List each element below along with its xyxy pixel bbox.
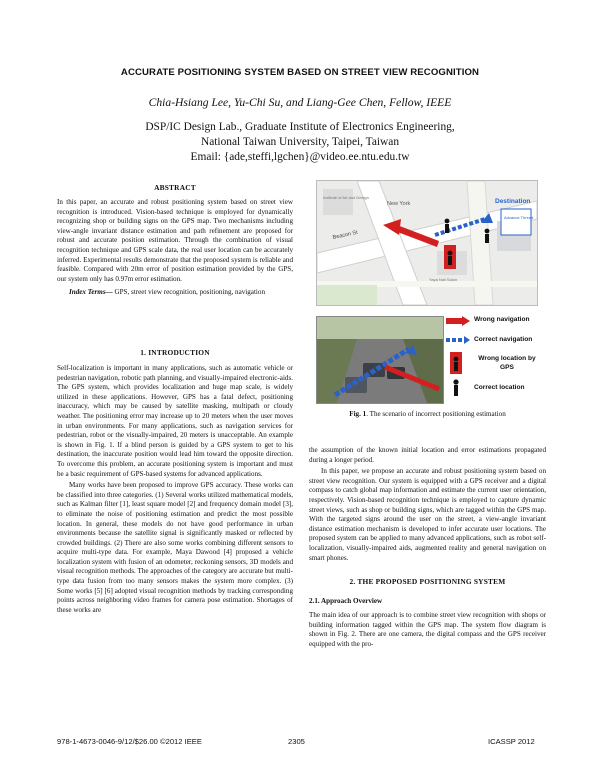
legend-wrong-location: Wrong location by GPS [478, 355, 536, 371]
legend-markers [446, 316, 470, 408]
right-paragraph-1: the assumption of the known initial location and error estimations propagated during a longer period. [309, 446, 546, 464]
intro-paragraph-2: Many works have been proposed to improve GPS accuracy. These works can be classified into three categories. (1) Several works utilized mathematical models, such as Kalman filter [1], least square model [2] and frequency domain model [3], to eliminate the noise of positioning estimation and predict the most possible location. In general, these models do not have good performance in urban environments because the satellite signal is significantly masked or reflected by crowded buildings. (2) There are also some works combining different sensors to acquire multi-type data. For example, Maya Dawood [4] proposed a vehicle localization system with fusion of an odometer, reckoning sensors, 3D models and visual recognition methods. The approaches of the category are accurate but multi-type data fusion from too many sensors makes the system more complex. (3) Some works [5] [6] adopted visual recognition methods by tracking corresponding points across neighboring video frames for camera pose estimation. Shortages of these works are [57, 481, 293, 614]
destination-label: Destination [495, 198, 531, 205]
map-street-label-2: Beacon St [332, 229, 359, 241]
footer-conference: ICASSP 2012 [488, 737, 535, 746]
legend-correct-navigation: Correct navigation [474, 336, 533, 343]
paper-title: ACCURATE POSITIONING SYSTEM BASED ON STREET VIEW RECOGNITION [120, 67, 480, 78]
index-terms-label: Index Terms— [69, 288, 113, 297]
right-paragraph-2: In this paper, we propose an accurate and robust positioning system based on street view recognition. Our system is equipped with a GPS receiver and a digital compass to catch global map information and estimate the current user orientation, respectively. Vision-based recognition technique is employed to capture dynamic street views, such as shop or building signs, which are tagged within the GPS map. With the targeted signs around the user on the street, a view-angle invariant distance estimation mechanism is developed to infer accurate user locations. The proposed system can be applied to many advanced applications, such as robot self-localization, visually-impaired aids, augmented reality and general navigation on smart phones. [309, 467, 546, 562]
right-column-text [309, 446, 546, 650]
affiliation-line-2: National Taiwan University, Taipei, Taiwan [200, 136, 400, 148]
affiliation-email: Email: {ade,steffi,lgchen}@video.ee.ntu.edu.tw [190, 151, 410, 163]
map-illustration [317, 181, 537, 305]
abstract-heading: ABSTRACT [154, 183, 196, 192]
intro-paragraph-1: Self-localization is important in many applications, such as automatic vehicle or pedestrian navigation, robotic path planning, and visually-impaired electronic-aids. The GPS system, which provides localization and huge map scale, is widely utilized in these applications. However, GPS has a fatal defect, positioning inaccuracy, which may be caused by satellite masking, multipath or cloudy weather. The positioning error may increase up to 20 meters when the user moves in urban environments. For many applications, such as navigation services for pedestrian, robot or the visually-impaired, 20 meters is unacceptable. An example is shown in Fig. 1. If a blind person is guided by a GPS system to get to his destination, the inaccurate position would lead him toward the opposite direction. To overcome this problem, an accurate positioning system is important and must be a basic requirement of GPS-based systems for advanced applications. [57, 364, 293, 478]
map-shop-label-1: Institute of Art and Design [323, 195, 369, 200]
legend-wrong-navigation: Wrong navigation [474, 316, 530, 323]
legend-correct-location: Correct location [474, 384, 525, 391]
index-terms [57, 288, 293, 298]
destination-sign-label: Advance Thread [504, 215, 534, 220]
intro-section [57, 348, 293, 615]
figure-map-panel [316, 180, 538, 306]
affiliation-block [0, 120, 600, 165]
figure-legend [446, 316, 546, 408]
index-terms-text: GPS, street view recognition, positioning, navigation [114, 288, 265, 297]
section-2-heading: 2. THE PROPOSED POSITIONING SYSTEM [349, 577, 506, 587]
figure-street-photo [316, 316, 444, 404]
footer-isbn: 978-1-4673-0046-9/12/$26.00 ©2012 IEEE [57, 737, 202, 746]
map-shop-label-2: Yaya Nail Salon [429, 277, 458, 282]
paper-authors: Chia-Hsiang Lee, Yu-Chi Su, and Liang-Gee Chen, Fellow, IEEE [148, 96, 452, 109]
footer-page-number: 2305 [288, 737, 305, 746]
subsection-heading: 2.1. Approach Overview [309, 597, 383, 606]
figure-caption-text: . The scenario of incorrect positioning estimation [366, 410, 506, 418]
map-street-label-1: New York [387, 201, 411, 207]
abstract-text: In this paper, an accurate and robust positioning system based on street view recognition is introduced. Vision-based technique is employed for dynamically recognizing shop or building signs on the GPS map. Two mechanisms including view-angle invariant distance estimation and path refinement are proposed for robust and accurate position estimation. Through the combination of visual recognition technique and GPS scale data, the real user location can be accurately inferred. Experimental results demonstrate that the proposed system is reliable and feasible. Compared with 20m error of position estimation provided by the GPS, our system only has 0.97m error estimation. [57, 198, 293, 283]
figure-caption-label: Fig. 1 [349, 410, 367, 418]
intro-heading: 1. INTRODUCTION [140, 348, 210, 357]
right-paragraph-3: The main idea of our approach is to combine street view recognition with shops or building information tagged within the GPS map. The system flow diagram is shown in Fig. 2. There are one camera, the digital compass and the GPS receiver equipped with the pro- [309, 611, 546, 648]
affiliation-line-1: DSP/IC Design Lab., Graduate Institute of Electronics Engineering, [145, 121, 455, 133]
figure-caption [309, 410, 546, 418]
street-illustration [317, 317, 443, 403]
abstract-section [57, 183, 293, 298]
